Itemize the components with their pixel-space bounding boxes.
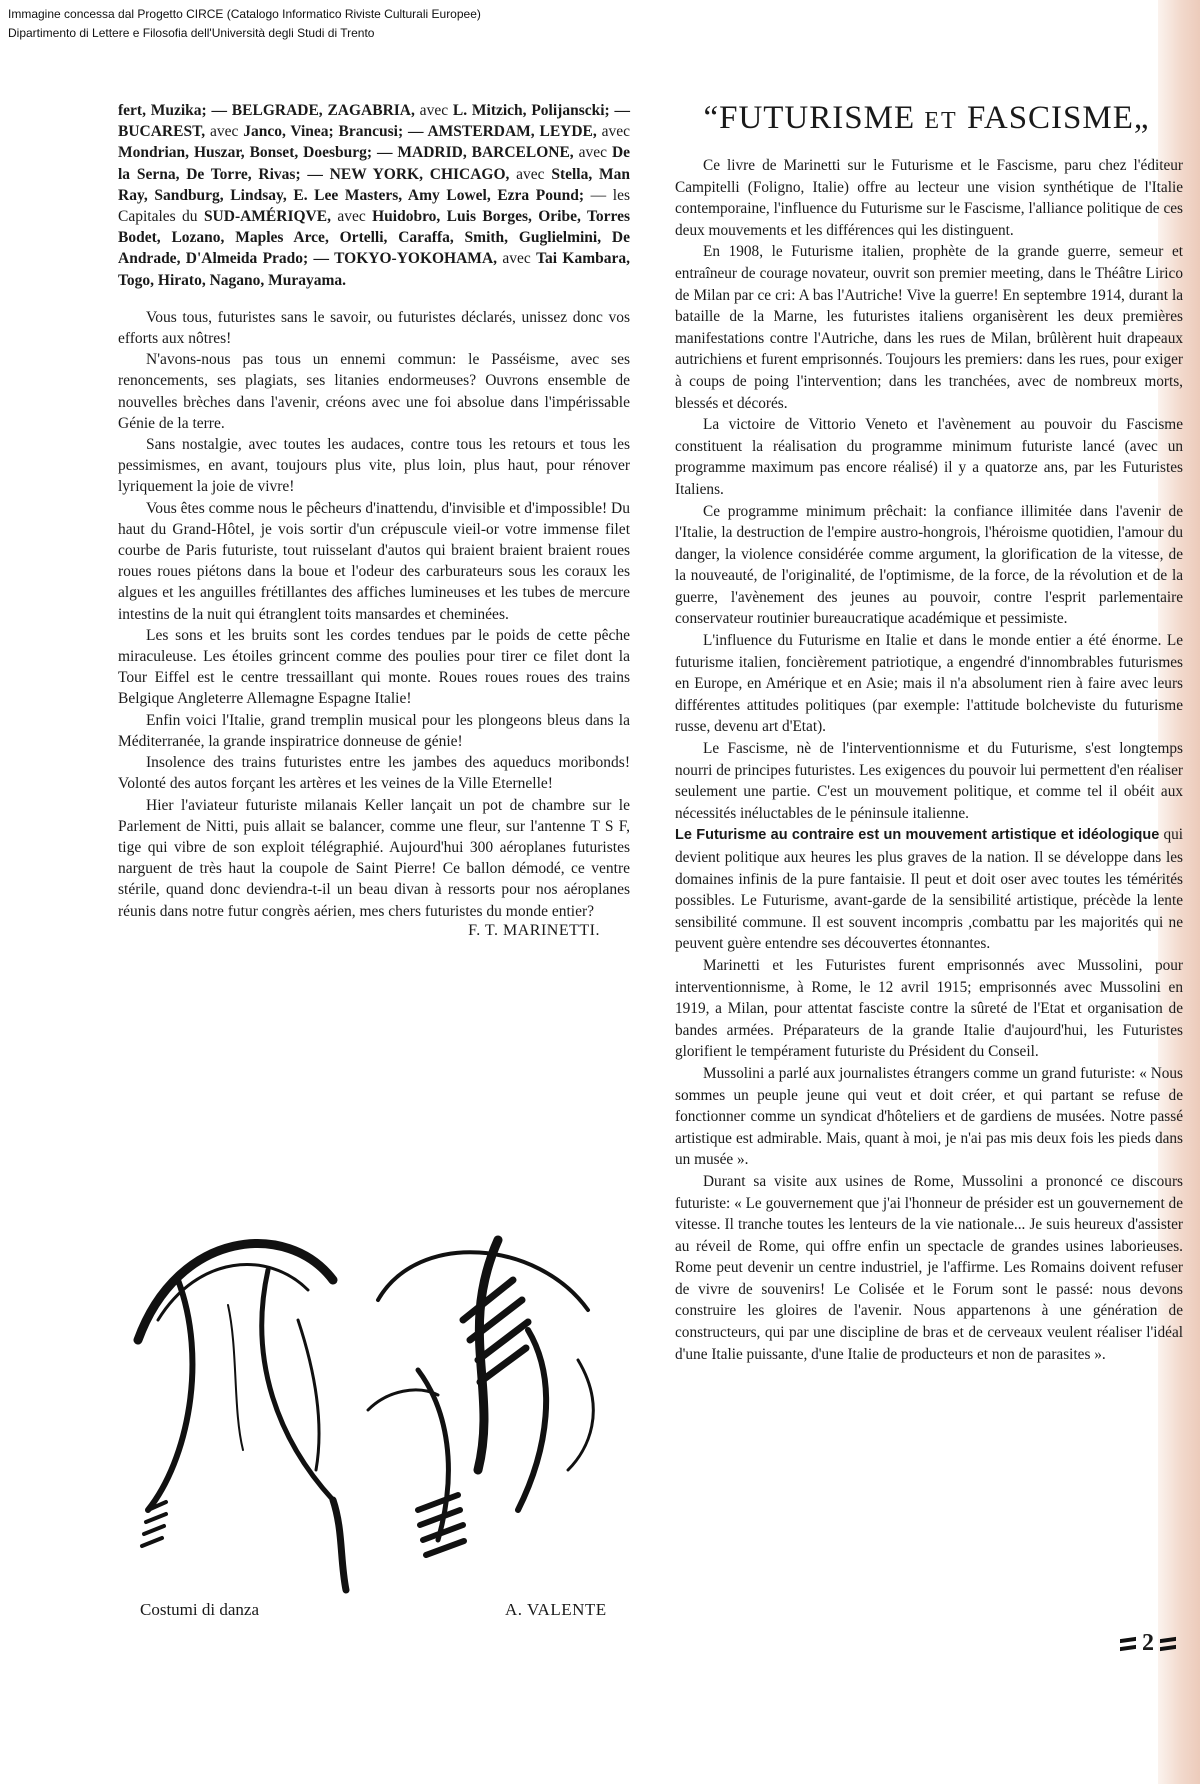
city-entry: Tai Kambara, Togo, Hirato, Nagano, Murayama. <box>118 250 630 289</box>
credit-line-2: Dipartimento di Lettere e Filosofia dell'Università degli Studi di Trento <box>8 26 375 40</box>
illustration-caption: Costumi di danza <box>140 1600 259 1619</box>
body-paragraph: Enfin voici l'Italie, grand tremplin musical pour les plongeons bleus dans la Méditerranée, la grande inspiratrice donneuse de génie! <box>118 711 630 750</box>
city-joiner: avec <box>330 208 373 226</box>
city-entry: Mondrian, Huszar, Bonset, Doesburg; — MADRID, BARCELONE, <box>118 144 574 162</box>
body-paragraph: Hier l'aviateur futuriste milanais Keller lançait un pot de chambre sur le Parlement de Nitti, puis allait se balancer, comme une fleur, sur l'antenne T S F, tige qui vibre de son exploit télégraphié. Aujourd'hui 300 aéroplanes futuristes narguent de très haut la coupole de Saint Pierre! Ce ballon démodé, ce ventre stérile, quand donc deviendra-t-il un beau divan à ressorts pour nos aéroplanes réunis dans notre futur congrès aérien, mes chers futuristes du monde entier? <box>118 796 630 920</box>
body-paragraph <box>675 824 1183 955</box>
city-joiner: avec <box>596 123 631 141</box>
credit-line-1: Immagine concessa dal Progetto CIRCE (Catalogo Informatico Riviste Culturali Europee) <box>8 7 481 21</box>
author-signature: F. T. MARINETTI. <box>468 921 600 939</box>
page-number-ornament <box>1120 1636 1136 1650</box>
city-joiner: avec <box>573 144 612 162</box>
city-joiner: avec <box>497 250 537 268</box>
city-entry: De la Serna, De Torre, Rivas; — NEW YORK, CHICAGO, <box>118 144 631 183</box>
body-paragraph: L'influence du Futurisme en Italie et dans le monde entier a été énorme. Le futurisme italien, foncièrement patriotique, a engendré d'innombrables futurismes en Europe, en Amérique et en Asie; mais il n'a absolument rien à faire avec leurs différentes attitudes politiques (par exemple: l'attitude bolcheviste du futurisme russe, devenu art d'Etat). <box>675 632 1183 736</box>
body-paragraph: Mussolini a parlé aux journalistes étrangers comme un grand futuriste: « Nous sommes un peuple jeune qui veut et doit créer, et qui partant se refuse de fonctionner comme un syndicat d'hôteliers et de gardiens de musées. Notre passé artistique est admirable. Mais, quant à moi, je n'ai pas mis deux fois les pieds dans un musée ». <box>675 1064 1183 1169</box>
illustration-artist: A. VALENTE <box>505 1600 607 1619</box>
title-part: FASCISME„ <box>966 100 1150 136</box>
page-number-value: 2 <box>1142 1630 1154 1656</box>
title-part: “FUTURISME <box>703 100 916 136</box>
body-paragraph: Durant sa visite aux usines de Rome, Mussolini a prononcé ce discours futuriste: « Le gouvernement que j'ai l'honneur de présider est un gouvernement de vitesse. Il tranche toutes les lenteurs de la vie nationale... Je suis heureux d'assister au réveil de Rome, qui offre enfin un spectacle de grandes usines laborieuses. Rome peut devenir un centre industriel, je l'affirme. Les Romains doivent refuser de vivre de souvenirs! Le Colisée et le Forum sont le passé: nous devons construire les gloires de l'avenir. Nous appartenons à une génération de constructeurs, qui par une discipline de bras et de cerveaux veulent réaliser l'idéal d'une Italie puissante, d'une Italie de producteurs et non de parasites ». <box>675 1172 1183 1363</box>
body-paragraph: Vous êtes comme nous le pêcheurs d'inattendu, d'invisible et d'impossible! Du haut du Grand-Hôtel, je vois sortir d'un crépuscule vieil-or votre immense filet courbe de Paris futuriste, tout ruisselant d'autos qui braient braient braient roues roues roues piétons dans la boue et l'odeur des carburateurs sous les coraux les algues et les anguilles frétillantes des affiches lumineuses et les tubes de mercure intestins de la nuit qui étranglent toits mansardes et cheminées. <box>118 499 630 623</box>
page-number-ornament <box>1160 1636 1176 1650</box>
city-entry: Stella, Man Ray, Sandburg, Lindsay, E. Lee Masters, Amy Lowel, Ezra Pound; <box>118 165 630 204</box>
body-paragraph: Insolence des trains futuristes entre les jambes des aqueducs moribonds! Volonté des autos forçant les artères et les veines de la Ville Eternelle! <box>118 754 630 793</box>
title-part: ET <box>924 108 958 134</box>
body-paragraph: En 1908, le Futurisme italien, prophète de la grande guerre, semeur et entraîneur de courage novateur, ouvrit son premier meeting, dans le Théâtre Lirico de Milan par ce cri: A bas l'Autriche! Vive la guerre! En septembre 1914, durant la bataille de la Marne, les futuristes italiens organisèrent les deux premières manifestations contre l'Autriche, dans les rues de Milan, brûlèrent huit drapeaux autrichiens et furent emprisonnés. Toujours les premiers: dans les rues, pour exiger à coups de poing l'intervention; dans les tranchées, avec de nombreux morts, blessés et décorés. <box>675 243 1183 412</box>
body-paragraph: Les sons et les bruits sont les cordes tendues par le poids de cette pêche miraculeuse. Les étoiles grincent comme des poulies pour tirer ce filet dont la Tour Eiffel est le centre tressaillant qui monte. Roues roues roues des trains Belgique Angleterre Allemagne Espagne Italie! <box>118 626 630 708</box>
body-paragraph: Ce livre de Marinetti sur le Futurisme et le Fascisme, paru chez l'éditeur Campitelli (Foligno, Italie) offre au lecteur une vision synthétique de l'Italie contemporaine, l'influence du Futurisme sur le Fascisme, l'alliance politique de ces deux mouvements et les différences qui les distinguent. <box>675 157 1183 239</box>
bold-lead-rest: qui devient politique aux heures les plus graves de la nation. Il se développe dans les domaines infinis de la pure fantaisie. Il peut et doit oser avec toutes les témérités possibles. Le Futurisme, avant-garde de la sensibilité artistique, précède la lente sensibilité commune. Il est souvent incompris ,combattu par les majorités qui ne peuvent guère entendre ses découvertes étonnantes. <box>675 826 1183 953</box>
cities-list <box>118 100 630 291</box>
city-entry: SUD-AMÉRIQVE, <box>203 208 331 226</box>
body-paragraph: La victoire de Vittorio Veneto et l'avènement au pouvoir du Fascisme constituent la réalisation du programme minimum futuriste lancé (avec un programme maximum pas encore réalisé) il y a quatorze ans, par les Futuristes Italiens. <box>675 416 1183 498</box>
page-number <box>1120 1630 1176 1657</box>
body-paragraph: Vous tous, futuristes sans le savoir, ou futuristes déclarés, unissez donc vos efforts aux nôtres! <box>118 308 630 348</box>
body-paragraph: Le Fascisme, nè de l'interventionnisme et du Futurisme, s'est longtemps nourri de principes futuristes. Les exigences du pouvoir lui permettent d'en réaliser seulement une partie. C'est un mouvement politique, et comme tel il obéit aux nécessités inéluctables de le péninsule italienne. <box>675 740 1183 822</box>
body-paragraph: Sans nostalgie, avec toutes les audaces, contre tous les retours et tous les pessimismes, en avant, toujours plus vite, plus loin, plus haut, pour rénover lyriquement la joie de vivre! <box>118 436 630 496</box>
right-column <box>675 98 1183 1365</box>
city-joiner: avec <box>509 165 552 183</box>
body-paragraph: N'avons-nous pas tous un ennemi commun: le Passéisme, avec ses renoncements, ses plagiats, ses litanies endormeuses? Ouvrons ensemble de nouvelles brèches dans l'avenir, créons avec une foi absolue dans l'impérissable Génie de la terre. <box>118 351 630 432</box>
left-column <box>118 100 630 941</box>
body-paragraph: Marinetti et les Futuristes furent emprisonnés avec Mussolini, pour interventionnisme, à Rome, le 12 avril 1915; emprisonnés avec Mussolini en 1919, a Milan, pour attentat fasciste contre la sûreté de l'Etat et organisation de bandes armées. Préparateurs de la grande Italie d'aujourd'hui, les Futuristes glorifient le tempérament futuriste du Président du Conseil. <box>675 956 1183 1061</box>
article-title <box>670 98 1183 141</box>
body-paragraph: Ce programme minimum prêchait: la confiance illimitée dans l'avenir de l'Italie, la destruction de l'empire austro-hongrois, l'héroisme quotidien, l'amour du danger, la violence considérée comme argument, la glorification de la vitesse, de la nouveauté, de l'originalité, de l'optimisme, de la force, de la révolution et de la guerre, l'avènement des jeunes au pouvoir, contre l'esprit parlementaire conservateur routinier bureaucratique académique et pessimiste. <box>675 502 1183 628</box>
city-entry: fert, Muzika; — BELGRADE, ZAGABRIA, <box>118 102 415 119</box>
city-joiner: — les Capitales du <box>118 186 630 226</box>
bold-lead-text: Le Futurisme au contraire est un mouvement artistique et idéologique <box>675 827 1160 844</box>
city-joiner: avec <box>414 102 453 119</box>
city-entry: Janco, Vinea; Brancusi; — AMSTERDAM, LEYDE, <box>243 123 597 141</box>
dance-costumes-illustration <box>118 1210 638 1610</box>
city-joiner: avec <box>205 123 244 141</box>
city-entry: Huidobro, Luis Borges, Oribe, Torres Bodet, Lozano, Maples Arce, Ortelli, Caraffa, Smith, Guglielmini, De Andrade, D'Almeida Prado; — TOKYO-YOKOHAMA, <box>118 208 630 268</box>
city-entry: L. Mitzich, Polijanscki; — BUCAREST, <box>118 102 630 141</box>
